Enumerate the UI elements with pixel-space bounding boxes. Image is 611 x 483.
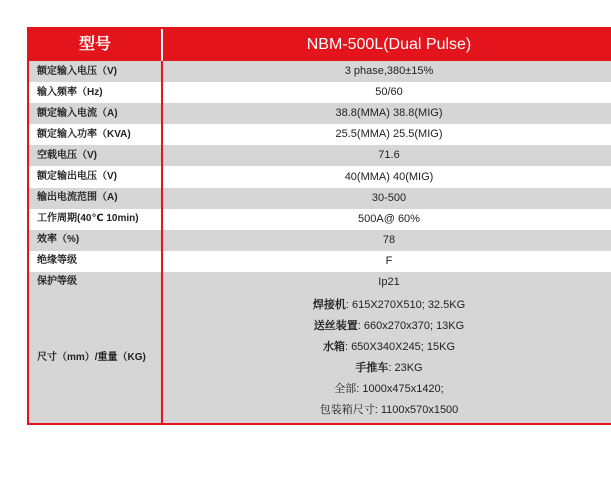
row-label: 空载电压（V) [28,145,162,166]
row-value: 25.5(MMA) 25.5(MIG) [162,124,611,145]
row-value: 78 [162,230,611,251]
header-model: NBM-500L(Dual Pulse) [162,28,611,61]
size-weight-row [28,293,611,424]
table-row [28,188,611,209]
table-row [28,61,611,82]
table-row [28,251,611,272]
size-line-package: 包装箱尺寸: 1100x570x1500 [319,404,459,417]
table-row [28,82,611,103]
table-row [28,230,611,251]
row-value: 50/60 [162,82,611,103]
table-row [28,103,611,124]
table-row [28,272,611,293]
size-line-water-tank: 水箱: 650X340X245; 15KG [322,341,456,354]
size-weight-values [162,293,611,424]
row-value: F [162,251,611,272]
row-label: 工作周期(40℃ 10min) [28,209,162,230]
row-value: 500A@ 60% [162,209,611,230]
size-line-wire-feeder: 送丝装置: 660x270x370; 13KG [313,320,465,333]
table-row [28,209,611,230]
size-line-total: 全部: 1000x475x1420; [334,383,444,396]
row-value: 3 phase,380±15% [162,61,611,82]
row-label: 额定输入功率（KVA) [28,124,162,145]
table-header-row [28,28,611,61]
table-row [28,124,611,145]
row-value: 40(MMA) 40(MIG) [162,166,611,187]
size-weight-label: 尺寸（mm）/重量（KG) [28,293,162,424]
row-label: 绝缘等级 [28,251,162,272]
row-label: 额定输出电压（V) [28,166,162,187]
row-label: 保护等级 [28,272,162,293]
table-row [28,166,611,187]
row-value: 38.8(MMA) 38.8(MIG) [162,103,611,124]
size-line-welder: 焊接机: 615X270X510; 32.5KG [312,299,466,312]
spec-table [27,27,611,425]
size-line-trolley: 手推车: 23KG [355,362,423,375]
table-row [28,145,611,166]
row-label: 效率（%) [28,230,162,251]
row-label: 输出电流范围（A) [28,188,162,209]
row-value: 71.6 [162,145,611,166]
row-label: 输入频率（Hz) [28,82,162,103]
header-label: 型号 [28,28,162,61]
row-value: Ip21 [162,272,611,293]
row-label: 额定输入电流（A) [28,103,162,124]
row-value: 30-500 [162,188,611,209]
row-label: 额定输入电压（V) [28,61,162,82]
